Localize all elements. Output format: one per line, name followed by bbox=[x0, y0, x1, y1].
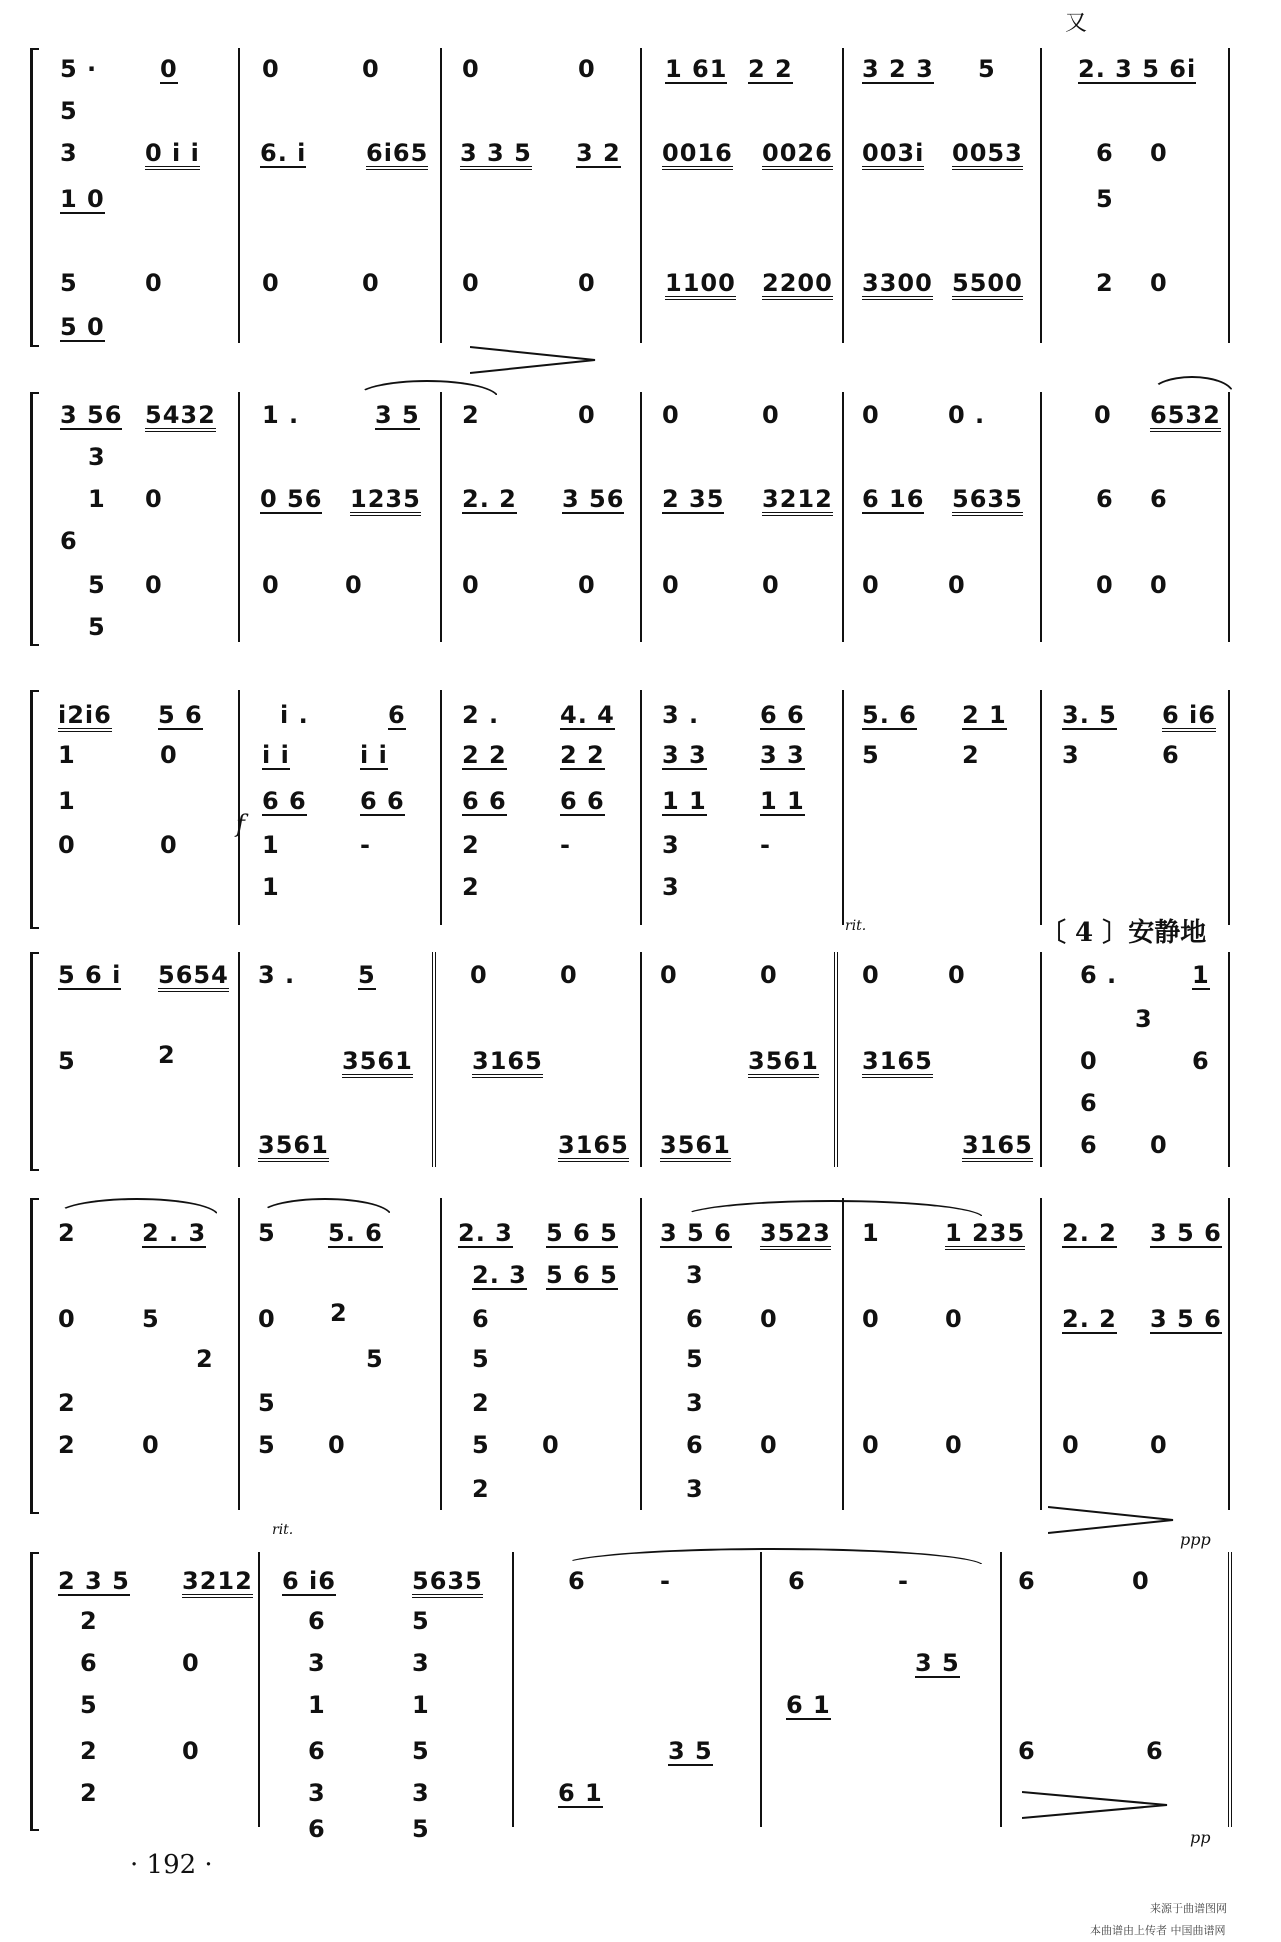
note: 0 bbox=[760, 1431, 778, 1459]
barline bbox=[440, 1198, 442, 1510]
note: 2. 3 5 6i bbox=[1078, 55, 1197, 83]
tempo-rit: rit. bbox=[845, 918, 867, 934]
note: 5 bbox=[58, 1047, 76, 1075]
rehearsal-mark: 〔 4 〕安静地 bbox=[1040, 918, 1207, 948]
barline bbox=[640, 952, 642, 1167]
source-credit: 来源于曲谱图网 bbox=[1150, 1902, 1227, 1915]
note: 2 bbox=[80, 1779, 98, 1807]
note: 5 bbox=[366, 1345, 384, 1373]
note: 5 bbox=[60, 269, 78, 297]
note: 6 6 bbox=[360, 787, 405, 815]
note: 2. 2 bbox=[1062, 1219, 1117, 1247]
note: 2 bbox=[962, 741, 980, 769]
note: 3 . bbox=[662, 701, 700, 729]
note: 6 bbox=[1162, 741, 1180, 769]
note: 2 35 bbox=[662, 485, 725, 513]
note: 2 2 bbox=[462, 741, 507, 769]
note: 6 bbox=[388, 701, 406, 729]
phrase-slur bbox=[560, 1548, 984, 1566]
barline bbox=[640, 690, 642, 925]
note: 3 3 bbox=[662, 741, 707, 769]
note: 0 bbox=[160, 741, 178, 769]
note: 3165 bbox=[558, 1132, 629, 1162]
note: 5 bbox=[88, 571, 106, 599]
note: 5. 6 bbox=[862, 701, 917, 729]
note: i2i6 bbox=[58, 702, 112, 732]
note: 3 5 bbox=[668, 1737, 713, 1765]
note: 0 bbox=[262, 269, 280, 297]
note: 3165 bbox=[862, 1048, 933, 1078]
note: i i bbox=[360, 741, 388, 769]
note: 5 6 bbox=[158, 701, 203, 729]
note: 0 bbox=[160, 55, 178, 83]
barline bbox=[1040, 48, 1042, 343]
note: 2 bbox=[472, 1475, 490, 1503]
note: 1 . bbox=[262, 401, 300, 429]
note: 1 0 bbox=[60, 185, 105, 213]
barline bbox=[1228, 1198, 1230, 1510]
note: 5 bbox=[258, 1219, 276, 1247]
note: 0 bbox=[145, 571, 163, 599]
note: 5 bbox=[472, 1431, 490, 1459]
system-bracket bbox=[30, 392, 39, 646]
barline bbox=[1040, 1198, 1042, 1510]
note: 3561 bbox=[342, 1048, 413, 1078]
note: 3 bbox=[412, 1779, 430, 1807]
note: 3 bbox=[308, 1779, 326, 1807]
note: 1 bbox=[262, 873, 280, 901]
note: 3 3 bbox=[760, 741, 805, 769]
phrase-slur bbox=[258, 1198, 392, 1216]
note: 0 bbox=[945, 1305, 963, 1333]
barline bbox=[1228, 48, 1230, 343]
note: 0 bbox=[1096, 571, 1114, 599]
note: 0 bbox=[462, 269, 480, 297]
note: 3165 bbox=[962, 1132, 1033, 1162]
note: 5 6 5 bbox=[546, 1219, 618, 1247]
dynamic-forte: f bbox=[236, 810, 245, 838]
note: 3 . bbox=[258, 961, 296, 989]
note: 1 235 bbox=[945, 1220, 1025, 1250]
note: 2 bbox=[80, 1607, 98, 1635]
note: 2 3 5 bbox=[58, 1567, 130, 1595]
decrescendo-hairpin bbox=[1048, 1505, 1178, 1535]
phrase-slur bbox=[680, 1200, 984, 1218]
note: 5 6 i bbox=[58, 961, 122, 989]
note: 0 i i bbox=[145, 140, 200, 170]
note: 0 bbox=[862, 401, 880, 429]
note: 0 bbox=[762, 571, 780, 599]
note: 5 bbox=[88, 613, 106, 641]
repeat-barline bbox=[432, 952, 442, 1167]
note: 1 bbox=[58, 787, 76, 815]
barline bbox=[238, 48, 240, 343]
note: 6 bbox=[568, 1567, 586, 1595]
note: 3 bbox=[412, 1649, 430, 1677]
note: 2 bbox=[58, 1431, 76, 1459]
note: 0 bbox=[560, 961, 578, 989]
barline bbox=[238, 952, 240, 1167]
note: 5500 bbox=[952, 270, 1023, 300]
note: 5 bbox=[358, 961, 376, 989]
barline bbox=[238, 392, 240, 642]
note: 2 bbox=[462, 831, 480, 859]
note: 5 bbox=[862, 741, 880, 769]
note: 1 1 bbox=[662, 787, 707, 815]
note: 5 bbox=[472, 1345, 490, 1373]
note: 6 1 bbox=[786, 1691, 831, 1719]
barline bbox=[640, 1198, 642, 1510]
note: 6 bbox=[686, 1431, 704, 1459]
note: 0 bbox=[1132, 1567, 1150, 1595]
note: 3. 5 bbox=[1062, 701, 1117, 729]
page-number: · 192 · bbox=[130, 1850, 213, 1880]
decrescendo-hairpin bbox=[1022, 1790, 1172, 1820]
note: 1 bbox=[412, 1691, 430, 1719]
note: 6 bbox=[1096, 485, 1114, 513]
note: 6i65 bbox=[366, 140, 428, 170]
dynamic-pp: pp bbox=[1190, 1828, 1211, 1847]
note: 3561 bbox=[660, 1132, 731, 1162]
barline bbox=[842, 690, 844, 925]
note: 3 2 bbox=[576, 139, 621, 167]
note: - bbox=[898, 1567, 909, 1595]
note: 5 bbox=[1096, 185, 1114, 213]
tempo-rit: rit. bbox=[272, 1522, 294, 1538]
note: 5 bbox=[412, 1815, 430, 1843]
note: 5 bbox=[412, 1607, 430, 1635]
note: 2 . 3 bbox=[142, 1219, 207, 1247]
note: 6 bbox=[1080, 1089, 1098, 1117]
barline bbox=[842, 392, 844, 642]
barline bbox=[1228, 392, 1230, 642]
note: 0 bbox=[182, 1649, 200, 1677]
note: 0 bbox=[470, 961, 488, 989]
note: 6 bbox=[1146, 1737, 1164, 1765]
note: 2. 3 bbox=[472, 1261, 527, 1289]
note: 5 bbox=[142, 1305, 160, 1333]
note: 2 bbox=[58, 1389, 76, 1417]
phrase-slur bbox=[1150, 376, 1234, 394]
note: 5 bbox=[258, 1389, 276, 1417]
barline bbox=[1040, 952, 1042, 1167]
note: 3 bbox=[308, 1649, 326, 1677]
note: 0 bbox=[262, 55, 280, 83]
barline bbox=[440, 392, 442, 642]
note: 0 bbox=[662, 571, 680, 599]
note: 6 bbox=[1018, 1567, 1036, 1595]
note: 0 56 bbox=[260, 485, 323, 513]
note: 2 bbox=[80, 1737, 98, 1765]
note: 6 bbox=[788, 1567, 806, 1595]
note: 0 bbox=[1150, 269, 1168, 297]
note: 2 bbox=[462, 401, 480, 429]
note: 0 bbox=[462, 571, 480, 599]
note: 1 1 bbox=[760, 787, 805, 815]
note: 6 6 bbox=[760, 701, 805, 729]
barline bbox=[1228, 952, 1230, 1167]
note: 3212 bbox=[182, 1568, 253, 1598]
note: 6 bbox=[686, 1305, 704, 1333]
note: 0 bbox=[145, 485, 163, 513]
note: 0 bbox=[345, 571, 363, 599]
note: - bbox=[360, 831, 371, 859]
system-bracket bbox=[30, 952, 39, 1171]
note: 6 i6 bbox=[282, 1567, 336, 1595]
note: 5 bbox=[258, 1431, 276, 1459]
note: 2. 3 bbox=[458, 1219, 513, 1247]
note: - bbox=[660, 1567, 671, 1595]
note: 0 bbox=[1150, 139, 1168, 167]
note: 6 6 bbox=[560, 787, 605, 815]
note: 0 bbox=[760, 961, 778, 989]
note: 3 bbox=[60, 139, 78, 167]
note: 3 bbox=[662, 873, 680, 901]
note: 2 bbox=[196, 1345, 214, 1373]
final-barline bbox=[1228, 1552, 1238, 1827]
note: 3 5 6 bbox=[660, 1219, 732, 1247]
note: 6 bbox=[308, 1607, 326, 1635]
note: 3561 bbox=[258, 1132, 329, 1162]
barline bbox=[238, 690, 240, 925]
note: 0 bbox=[160, 831, 178, 859]
note: 3 2 3 bbox=[862, 55, 934, 83]
note: 0 bbox=[762, 401, 780, 429]
barline bbox=[640, 48, 642, 343]
barline bbox=[842, 1198, 844, 1510]
note: 6 bbox=[1018, 1737, 1036, 1765]
note: 0 bbox=[58, 1305, 76, 1333]
note: 6 bbox=[1080, 1131, 1098, 1159]
note: 0 bbox=[945, 1431, 963, 1459]
note: 0 bbox=[578, 269, 596, 297]
note: 003i bbox=[862, 140, 924, 170]
note: 0053 bbox=[952, 140, 1023, 170]
note: 6 bbox=[1150, 485, 1168, 513]
note: 0 bbox=[948, 571, 966, 599]
note: 5635 bbox=[412, 1568, 483, 1598]
note: 6 i6 bbox=[1162, 702, 1216, 732]
note: 0 bbox=[58, 831, 76, 859]
barline bbox=[640, 392, 642, 642]
note: 5. 6 bbox=[328, 1219, 383, 1247]
note: 6 . bbox=[1080, 961, 1118, 989]
note: 0 bbox=[660, 961, 678, 989]
note: 1 bbox=[262, 831, 280, 859]
note: 0 bbox=[662, 401, 680, 429]
note: 0 bbox=[578, 55, 596, 83]
note: i i bbox=[262, 741, 290, 769]
note: 2 . bbox=[462, 701, 500, 729]
note: 2 1 bbox=[962, 701, 1007, 729]
note: - bbox=[560, 831, 571, 859]
note: 0 bbox=[948, 961, 966, 989]
note: 6 1 bbox=[558, 1779, 603, 1807]
note: 5 0 bbox=[60, 313, 105, 341]
note: 0026 bbox=[762, 140, 833, 170]
system-bracket bbox=[30, 1552, 39, 1831]
note: 3 bbox=[1062, 741, 1080, 769]
note: 0 bbox=[1150, 571, 1168, 599]
note: 3 bbox=[686, 1389, 704, 1417]
note: 0 bbox=[1094, 401, 1112, 429]
note: 1100 bbox=[665, 270, 736, 300]
note: i . bbox=[280, 701, 309, 729]
note: 0 bbox=[145, 269, 163, 297]
note: 2 bbox=[158, 1041, 176, 1069]
note: 6 6 bbox=[462, 787, 507, 815]
note: 1 bbox=[1192, 961, 1210, 989]
note: 0 bbox=[578, 401, 596, 429]
note: 2 2 bbox=[748, 55, 793, 83]
note: 3 bbox=[662, 831, 680, 859]
note: 1 bbox=[308, 1691, 326, 1719]
note: 5 bbox=[412, 1737, 430, 1765]
dynamic-ppp: ppp bbox=[1180, 1530, 1211, 1549]
note: 2200 bbox=[762, 270, 833, 300]
note: 0016 bbox=[662, 140, 733, 170]
note: 2 2 bbox=[560, 741, 605, 769]
note: 6 bbox=[1192, 1047, 1210, 1075]
barline bbox=[440, 48, 442, 343]
note: 6 bbox=[80, 1649, 98, 1677]
note: 0 bbox=[1150, 1431, 1168, 1459]
system-bracket bbox=[30, 1198, 39, 1514]
note: 5635 bbox=[952, 486, 1023, 516]
note: 2 bbox=[462, 873, 480, 901]
note: 6. i bbox=[260, 139, 307, 167]
note: 3 5 6 bbox=[1150, 1305, 1222, 1333]
top-mark: 又 bbox=[1065, 11, 1088, 36]
note: 3 5 bbox=[375, 401, 420, 429]
note: 3 3 5 bbox=[460, 140, 532, 170]
note: 4. 4 bbox=[560, 701, 615, 729]
note: 1235 bbox=[350, 486, 421, 516]
note: 5 · bbox=[60, 55, 98, 83]
note: 0 . bbox=[948, 401, 986, 429]
barline bbox=[440, 690, 442, 925]
note: 3 5 6 bbox=[1150, 1219, 1222, 1247]
barline bbox=[760, 1552, 762, 1827]
note: 5654 bbox=[158, 962, 229, 992]
barline bbox=[238, 1198, 240, 1510]
note: 0 bbox=[258, 1305, 276, 1333]
note: 2. 2 bbox=[462, 485, 517, 513]
note: 1 bbox=[58, 741, 76, 769]
note: 0 bbox=[182, 1737, 200, 1765]
note: 2. 2 bbox=[1062, 1305, 1117, 1333]
note: 6 bbox=[1096, 139, 1114, 167]
note: 3523 bbox=[760, 1220, 831, 1250]
note: 0 bbox=[862, 571, 880, 599]
barline bbox=[842, 48, 844, 343]
note: 6532 bbox=[1150, 402, 1221, 432]
note: 6 16 bbox=[862, 485, 925, 513]
barline bbox=[1000, 1552, 1002, 1827]
note: 0 bbox=[1150, 1131, 1168, 1159]
note: 1 61 bbox=[665, 55, 728, 83]
note: 0 bbox=[462, 55, 480, 83]
note: 0 bbox=[262, 571, 280, 599]
source-credit-line: 本曲谱由上传者 中国曲谱网 bbox=[1090, 1924, 1226, 1937]
note: 3561 bbox=[748, 1048, 819, 1078]
note: 0 bbox=[362, 269, 380, 297]
note: 5432 bbox=[145, 402, 216, 432]
note: - bbox=[760, 831, 771, 859]
note: 2 bbox=[472, 1389, 490, 1417]
note: 3 bbox=[1135, 1005, 1153, 1033]
note: 0 bbox=[1080, 1047, 1098, 1075]
decrescendo-hairpin bbox=[470, 345, 600, 375]
note: 5 bbox=[80, 1691, 98, 1719]
note: 0 bbox=[1062, 1431, 1080, 1459]
note: 3 bbox=[686, 1475, 704, 1503]
note: 6 bbox=[308, 1737, 326, 1765]
system-bracket bbox=[30, 48, 39, 347]
note: 0 bbox=[328, 1431, 346, 1459]
note: 3 bbox=[88, 443, 106, 471]
note: 0 bbox=[862, 961, 880, 989]
note: 0 bbox=[542, 1431, 560, 1459]
note: 3 5 bbox=[915, 1649, 960, 1677]
phrase-slur bbox=[55, 1198, 219, 1216]
note: 1 bbox=[88, 485, 106, 513]
barline bbox=[1040, 690, 1042, 925]
repeat-barline bbox=[834, 952, 844, 1167]
barline bbox=[1040, 392, 1042, 642]
system-bracket bbox=[30, 690, 39, 929]
note: 3300 bbox=[862, 270, 933, 300]
note: 3 bbox=[686, 1261, 704, 1289]
note: 2 bbox=[330, 1299, 348, 1327]
note: 0 bbox=[862, 1305, 880, 1333]
note: 0 bbox=[142, 1431, 160, 1459]
note: 5 bbox=[686, 1345, 704, 1373]
note: 1 bbox=[862, 1219, 880, 1247]
note: 2 bbox=[58, 1219, 76, 1247]
note: 0 bbox=[578, 571, 596, 599]
note: 3 56 bbox=[562, 485, 625, 513]
note: 6 bbox=[60, 527, 78, 555]
note: 5 6 5 bbox=[546, 1261, 618, 1289]
barline bbox=[1228, 690, 1230, 925]
note: 0 bbox=[862, 1431, 880, 1459]
barline bbox=[258, 1552, 260, 1827]
note: 5 bbox=[60, 97, 78, 125]
note: 6 bbox=[308, 1815, 326, 1843]
note: 3165 bbox=[472, 1048, 543, 1078]
note: 2 bbox=[1096, 269, 1114, 297]
note: 3212 bbox=[762, 486, 833, 516]
note: 6 bbox=[472, 1305, 490, 1333]
note: 0 bbox=[760, 1305, 778, 1333]
barline bbox=[512, 1552, 514, 1827]
note: 3 56 bbox=[60, 401, 123, 429]
note: 5 bbox=[978, 55, 996, 83]
note: 0 bbox=[362, 55, 380, 83]
note: 6 6 bbox=[262, 787, 307, 815]
phrase-slur bbox=[355, 380, 499, 398]
